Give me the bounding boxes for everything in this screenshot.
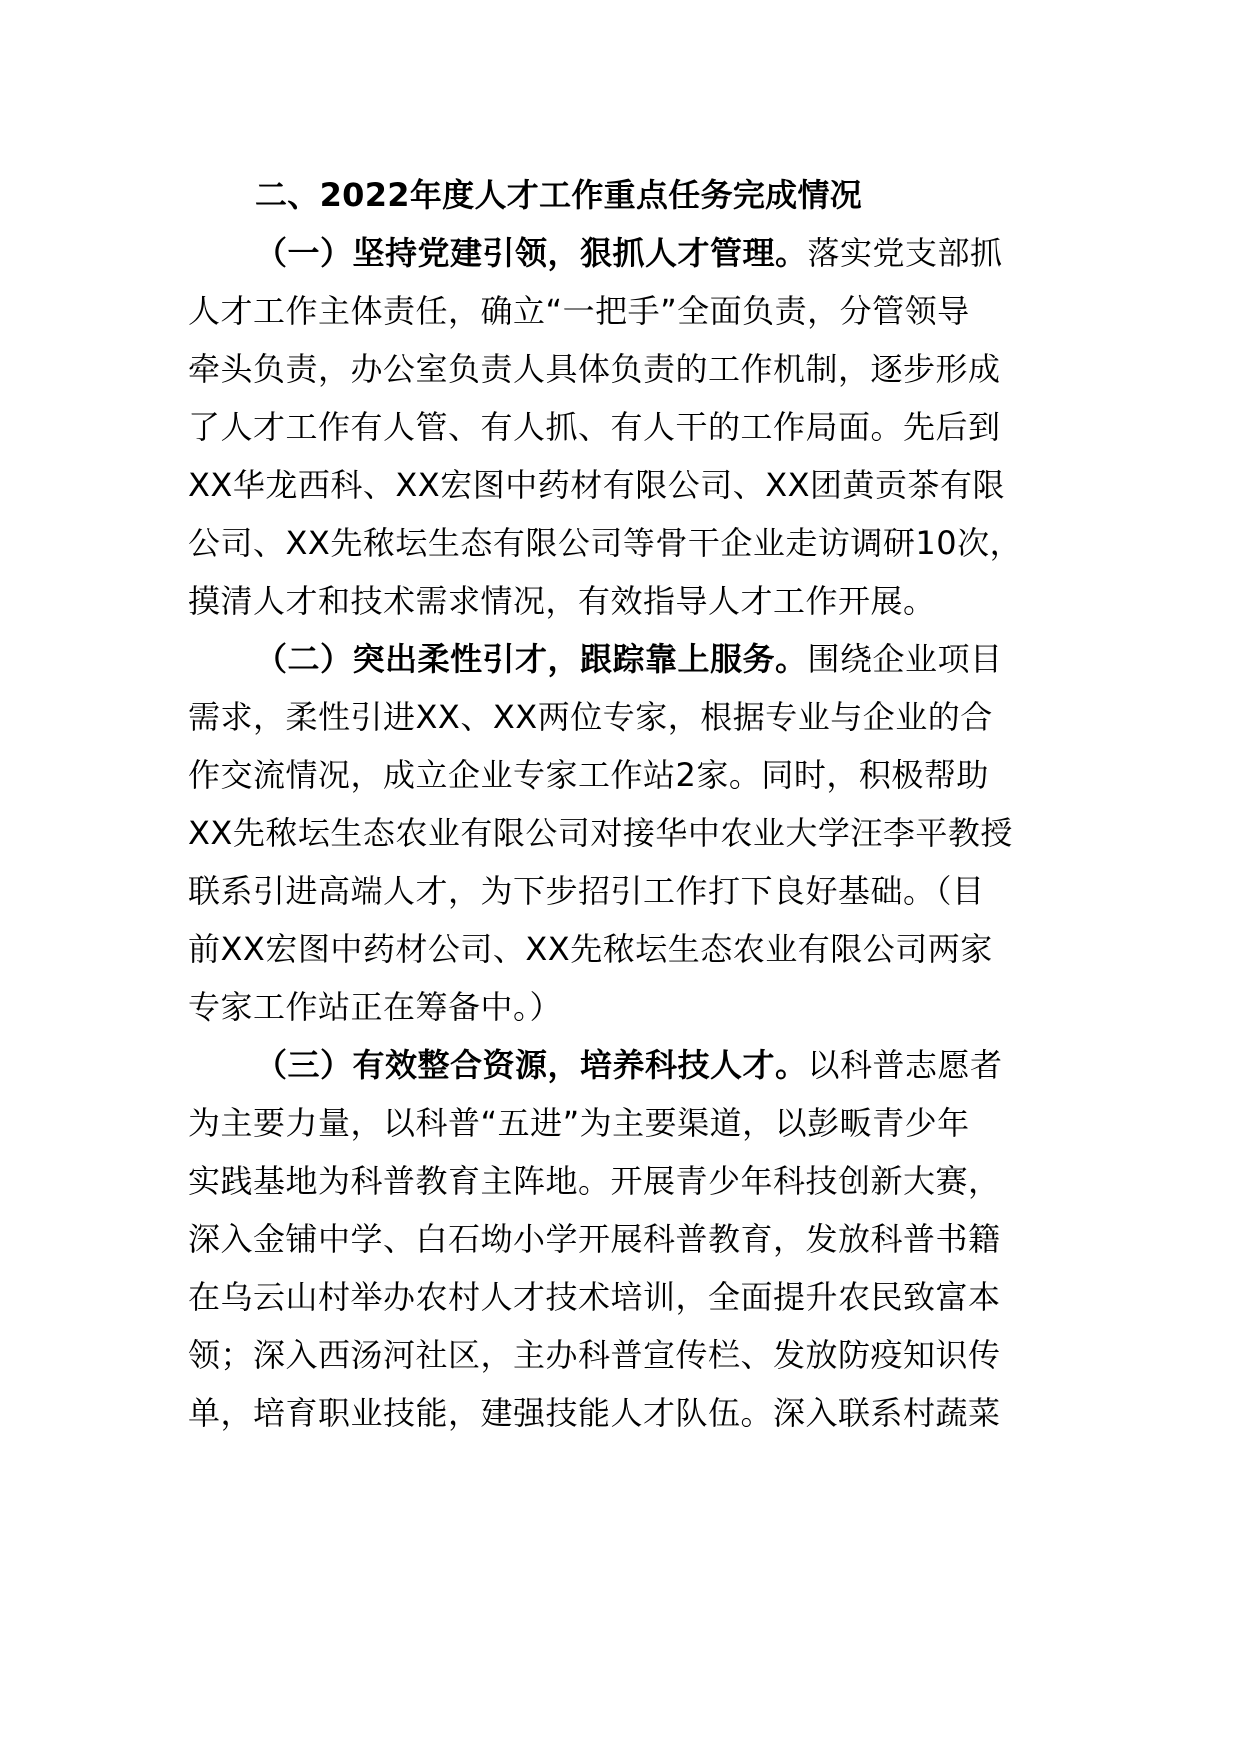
paragraph-text: 落实党支部抓 bbox=[807, 234, 1003, 272]
paragraph-line: 摸清人才和技术需求情况，有效指导人才工作开展。 bbox=[188, 582, 936, 620]
paragraph-line: 了人才工作有人管、有人抓、有人干的工作局面。先后到 bbox=[188, 408, 1001, 446]
paragraph-line: 领；深入西汤河社区，主办科普宣传栏、发放防疫知识传 bbox=[188, 1336, 1001, 1374]
paragraph-line bbox=[255, 639, 1003, 679]
paragraph-line: 在乌云山村举办农村人才技术培训，全面提升农民致富本 bbox=[188, 1278, 1001, 1316]
paragraph-line: 需求，柔性引进XX、XX两位专家，根据专业与企业的合 bbox=[188, 698, 993, 736]
paragraph-line: 联系引进高端人才，为下步招引工作打下良好基础。（目 bbox=[188, 872, 985, 910]
paragraph-line: 牵头负责，办公室负责人具体负责的工作机制，逐步形成 bbox=[188, 350, 1001, 388]
subsection-title: （一）坚持党建引领，狠抓人才管理。 bbox=[255, 234, 808, 272]
section-heading: 二、2022年度人才工作重点任务完成情况 bbox=[255, 176, 863, 214]
paragraph-line bbox=[255, 233, 1003, 273]
paragraph-line: XX华龙西科、XX宏图中药材有限公司、XX团黄贡茶有限 bbox=[188, 466, 1006, 504]
paragraph-line bbox=[255, 1045, 1003, 1085]
paragraph-text: 围绕企业项目 bbox=[807, 640, 1003, 678]
paragraph-line: 公司、XX先秾坛生态有限公司等骨干企业走访调研10次， bbox=[188, 524, 1023, 562]
paragraph-line: 前XX宏图中药材公司、XX先秾坛生态农业有限公司两家 bbox=[188, 930, 993, 968]
paragraph-line: 专家工作站正在筹备中。） bbox=[188, 988, 563, 1026]
paragraph-text: 以科普志愿者 bbox=[807, 1046, 1003, 1084]
paragraph-line: 人才工作主体责任，确立“一把手”全面负责，分管领导 bbox=[188, 292, 970, 330]
subsection-title: （三）有效整合资源，培养科技人才。 bbox=[255, 1046, 808, 1084]
paragraph-line: 为主要力量，以科普“五进”为主要渠道，以彭畈青少年 bbox=[188, 1104, 970, 1142]
paragraph-line: 实践基地为科普教育主阵地。开展青少年科技创新大赛， bbox=[188, 1162, 1001, 1200]
subsection-title: （二）突出柔性引才，跟踪靠上服务。 bbox=[255, 640, 808, 678]
paragraph-line: 作交流情况，成立企业专家工作站2家。同时，积极帮助 bbox=[188, 756, 989, 794]
paragraph-line: 深入金铺中学、白石坳小学开展科普教育，发放科普书籍 bbox=[188, 1220, 1001, 1258]
paragraph-line: 单，培育职业技能，建强技能人才队伍。深入联系村蔬菜 bbox=[188, 1394, 1001, 1432]
paragraph-line: XX先秾坛生态农业有限公司对接华中农业大学汪李平教授 bbox=[188, 814, 1013, 852]
